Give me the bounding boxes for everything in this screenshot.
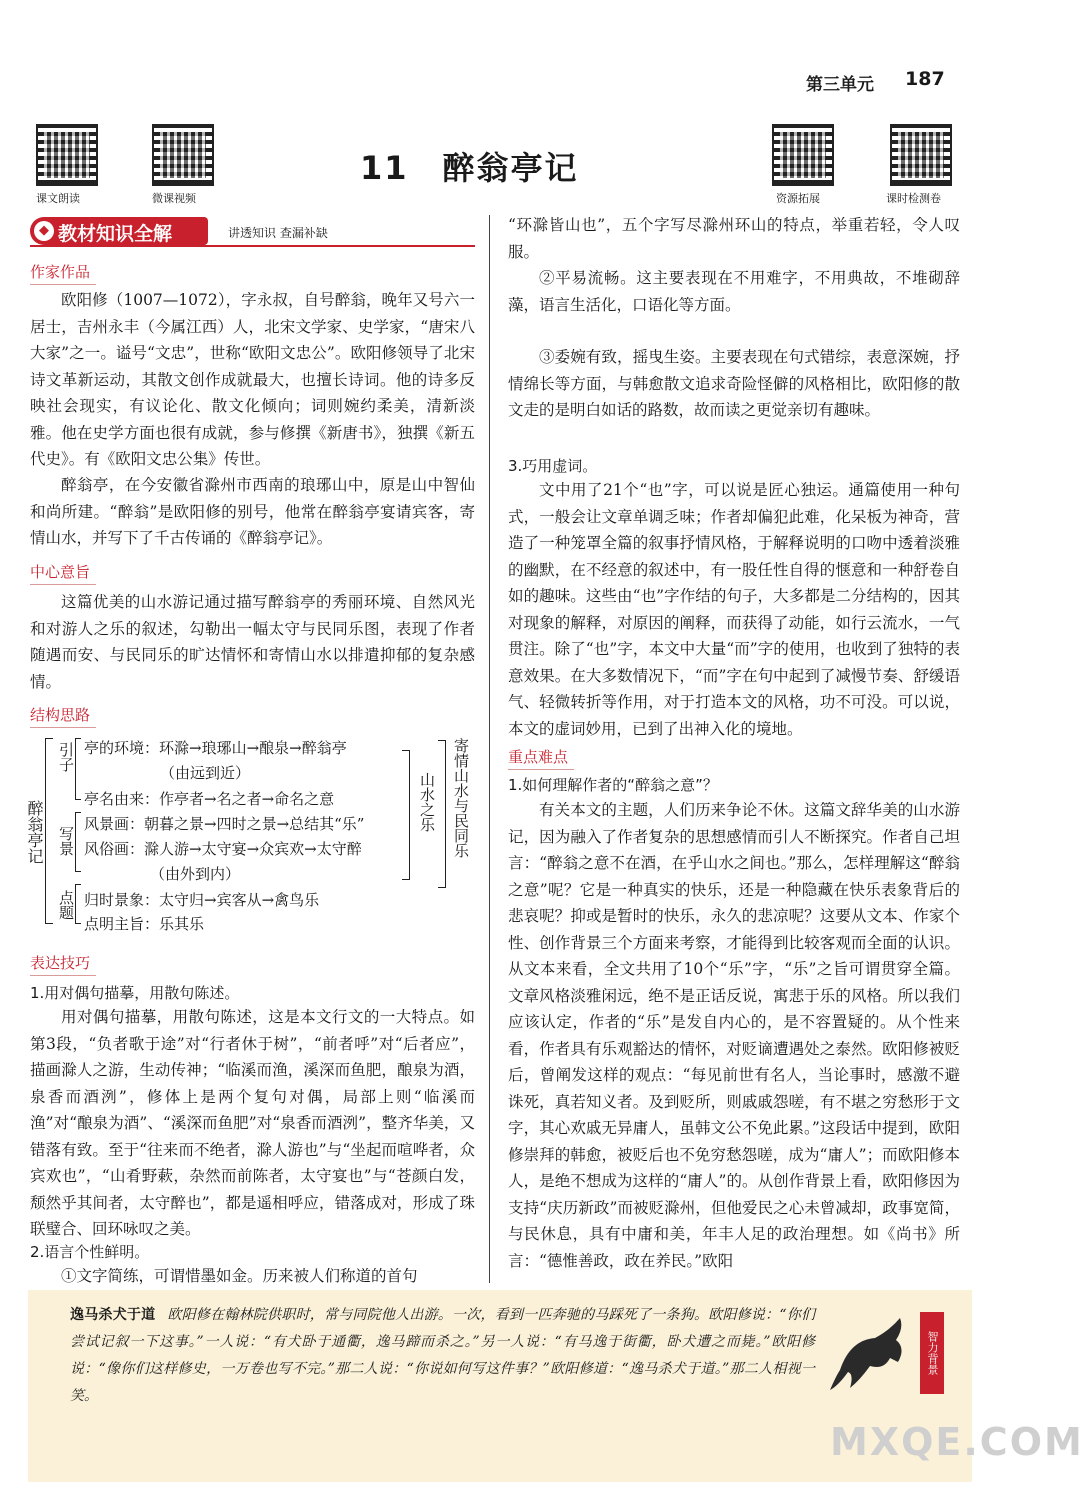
horse-ink-icon [820,1300,920,1400]
qr-code-icon[interactable] [890,124,952,186]
diagram-row: 归时景象：太守归→宾客从→禽鸟乐 [84,891,320,909]
anecdote-text: 欧阳修在翰林院供职时，常与同院他人出游。一次，看到一匹奔驰的马踩死了一条狗。欧阳修说：“你们尝试记叙一下这事。”一人说：“有犬卧于通衢，逸马蹄而杀之。”另一人说：“有马逸于街衢，卧犬遭之而毙。”欧阳修说：“像你们这样修史，一万卷也写不完。”那二人说：“你说如何写这件事？”欧阳修道：“逸马杀犬于道。”那二人相视一笑。 [70,1307,816,1404]
watermark: MXQE.COM [830,1420,1084,1464]
diagram-brace [75,884,81,924]
diagram-row: 亭的环境：环滁→琅琊山→酿泉→醉翁亭 [84,739,347,757]
diagram-row: 风俗画：滁人游→太守宴→众宾欢→太守醉 [84,840,362,858]
qr-code-icon[interactable] [36,124,98,186]
diagram-brace [75,738,81,800]
paragraph: 这篇优美的山水游记通过描写醉翁亭的秀丽环境、自然风光和对游人之乐的叙述，勾勒出一幅太守与民同乐图，表现了作者随遇而安、与民同乐的旷达情怀和寄情山水以排遣抑郁的复杂感情。 [30,593,475,691]
diagram-row: 风景画：朝暮之景→四时之景→总结其“乐” [84,815,365,833]
diagram-row: （由远到近） [160,764,251,782]
paragraph: 用对偶句描摹，用散句陈述，这是本文行文的一大特点。如第3段，“负者歌于途”对“行者休于树”，“前者呼”对“后者应”，描画滁人之游，生动传神；“临溪而渔，溪深而鱼肥，酿泉为酒，泉香而酒洌”，修体上是两个复句对偶，局部上则“临溪而渔”对“酿泉为酒”、“溪深而鱼肥”对“泉香而酒洌”，整齐华美，又错落有致。至于“往来而不绝者，滁人游也”与“坐起而喧哗者，众宾欢也”，“山肴野蔌，杂然而前陈者，太守宴也”与“苍颜白发，颓然乎其间者，太守醉也”，都是遥相呼应，错落成对，形成了珠联璧合、回环咏叹之美。 [30,1008,475,1238]
heading-keypoints: 重点难点 [508,748,569,766]
qr-label: 课时检测卷 [886,192,941,205]
diagram-row: 点明主旨：乐其乐 [84,915,205,933]
diagram-brace [75,812,81,872]
section-title: 教材知识全解 [58,223,173,245]
diagram-row: （由外到内） [150,865,241,883]
heading-theme: 中心意旨 [30,563,91,581]
book-icon: ◆ [34,221,54,241]
section-rule [30,245,475,247]
paragraph: ②平易流畅。这主要表现在不用难字，不用典故，不堆砌辞藻，语言生活化，口语化等方面。 [508,269,960,314]
paragraph: 文中用了21个“也”字，可以说是匠心独运。通篇使用一种句式，一般会让文章单调乏味；作者却偏犯此难，化呆板为神奇，营造了一种笼罩全篇的叙事抒情风格，于解释说明的口吻中透着淡雅的幽默，在不经意的叙述中，有一股任性自得的惬意和一种舒卷自如的趣味。这些由“也”字作结的句子，大多都是二分结构的，因其对现象的解释，对原因的阐释，而获得了动能，如行云流水，一气贯注。除了“也”字，本文中大量“而”字的使用，也收到了独特的表意效果。在大多数情况下，“而”字在句中起到了减慢节奏、舒缓语气、轻微转折等作用，对于打造本文的风格，功不可没。可以说，本文的虚词妙用，已到了出神入化的境地。 [508,481,960,738]
diagram-brace [45,738,53,924]
paragraph: ③委婉有致，摇曳生姿。主要表现在句式错综，表意深婉，抒情绵长等方面，与韩愈散文追求奇险怪僻的风格相比，欧阳修的散文走的是明白如话的路数，故而读之更觉亲切有趣味。 [508,348,960,419]
heading-technique: 表达技巧 [30,954,91,972]
diagram-row: 亭名由来：作亭者→名之者→命名之意 [84,790,335,808]
qr-code-icon[interactable] [772,124,834,186]
subheading: 3.巧用虚词。 [508,457,598,475]
anecdote-title: 逸马杀犬于道 [70,1307,156,1323]
diagram-brace [438,740,446,888]
paragraph: “环滁皆山也”，五个字写尽滁州环山的特点，举重若轻，令人叹服。 [508,216,960,261]
column-divider [489,215,490,1283]
diagram-summary: 寄情山水与民同乐 [452,738,470,858]
diagram-group: 引子 [57,742,75,772]
paragraph: 有关本文的主题，人们历来争论不休。这篇文辞华美的山水游记，因为融入了作者复杂的思想感情而引人不断探究。作者自己坦言：“醉翁之意不在酒，在乎山水之间也。”那么，怎样理解这“醉翁之意”呢？它是一种真实的快乐，还是一种隐藏在快乐表象背后的悲哀呢？抑或是暂时的快乐，永久的悲凉呢？这要从文本、作家个性、创作背景三个方面来考察，才能得到比较客观而全面的认识。从文本来看，全文共用了10个“乐”字，“乐”之旨可谓贯穿全篇。文章风格淡雅闲远，绝不是正话反说，寓悲于乐的风格。所以我们应该认定，作者的“乐”是发自内心的，是不容置疑的。从个性来看，作者具有乐观豁达的情怀，对贬谪遭遇处之泰然。欧阳修被贬后，曾阐发这样的观点：“每见前世有名人，当论事时，感激不避诛死，真若知义者。及到贬所，则戚戚怨嗟，有不堪之穷愁形于文字，其心欢戚无异庸人，虽韩文公不免此累。”这段话中提到，欧阳修崇拜的韩愈，被贬后也不免穷愁怨嗟，成为“庸人”；而欧阳修本人，是绝不想成为这样的“庸人”的。从创作背景上看，欧阳修因为支持“庆历新政”而被贬滁州，但他爱民之心未曾减却，政事宽简，与民休息，具有中庸和美，年丰人足的政治理想。如《尚书》所言：“德惟善政，政在养民。”欧阳 [508,801,960,1270]
section-subtitle: 讲透知识 查漏补缺 [228,226,328,240]
heading-author: 作家作品 [30,263,91,281]
anecdote [70,1302,815,1410]
unit-label: 第三单元 [806,75,874,95]
diagram-root: 醉翁亭记 [25,800,44,864]
subheading: 2.语言个性鲜明。 [30,1243,150,1261]
qr-label: 资源拓展 [776,192,820,205]
paragraph: 欧阳修（1007—1072），字永叔，自号醉翁，晚年又号六一居士，吉州永丰（今属江西）人，北宋文学家、史学家，“唐宋八大家”之一。谥号“文忠”，世称“欧阳文忠公”。欧阳修领导了北宋诗文革新运动，其散文创作成就最大，也擅长诗词。他的诗多反映社会现实，有议论化、散文化倾向；词则婉约柔美，清新淡雅。他在史学方面也很有成就，参与修撰《新唐书》，独撰《新五代史》。有《欧阳文忠公集》传世。 [30,291,475,468]
qr-label: 微课视频 [152,192,196,205]
background-tag: 智力背景 [920,1312,944,1394]
heading-structure: 结构思路 [30,706,91,724]
diagram-mid: 山水之乐 [418,772,436,832]
diagram-brace [402,750,410,880]
page-title: 11 醉翁亭记 [360,149,579,187]
diagram-group: 点题 [57,890,75,920]
diagram-group: 写景 [57,826,75,856]
paragraph: 醉翁亭，在今安徽省滁州市西南的琅琊山中，原是山中智仙和尚所建。“醉翁”是欧阳修的别号，他常在醉翁亭宴请宾客，寄情山水，并写下了千古传诵的《醉翁亭记》。 [30,476,475,547]
qr-code-icon[interactable] [152,124,214,186]
subheading: 1.如何理解作者的“醉翁之意”？ [508,776,718,794]
qr-label: 课文朗读 [36,192,80,205]
subheading: 1.用对偶句描摹，用散句陈述。 [30,984,240,1002]
paragraph: ①文字简练，可谓惜墨如金。历来被人们称道的首句 [61,1267,418,1285]
page-number: 187 [905,68,945,90]
